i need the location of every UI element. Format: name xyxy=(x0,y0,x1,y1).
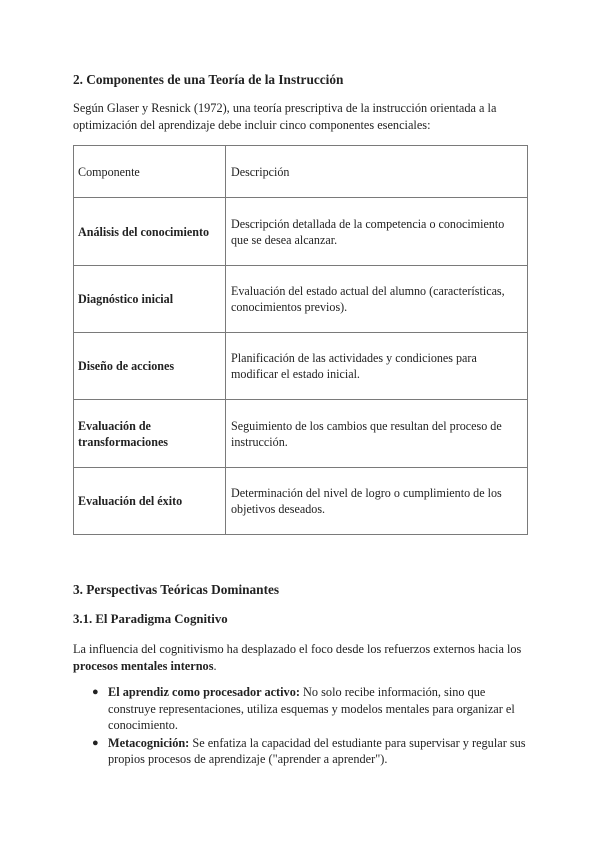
description-cell: Determinación del nivel de logro o cumplimiento de los objetivos deseados. xyxy=(226,468,528,535)
component-cell: Evaluación de transformaciones xyxy=(74,400,226,468)
table-row xyxy=(74,468,528,535)
component-cell: Diseño de acciones xyxy=(74,333,226,400)
section-heading: 2. Componentes de una Teoría de la Instrucción xyxy=(73,72,344,87)
list-item xyxy=(73,735,533,768)
table-header-cell: Descripción xyxy=(226,146,528,198)
table-row xyxy=(74,198,528,266)
bullet-bold-text: Metacognición: xyxy=(108,735,190,750)
description-cell: Evaluación del estado actual del alumno (características, conocimientos previos). xyxy=(226,266,528,333)
subsection-heading: 3.1. El Paradigma Cognitivo xyxy=(73,612,228,626)
description-cell: Seguimiento de los cambios que resultan del proceso de instrucción. xyxy=(226,400,528,468)
bullet-list xyxy=(73,684,533,769)
components-table xyxy=(73,145,528,535)
bullet-icon: ● xyxy=(92,686,99,698)
paragraph-text: La influencia del cognitivismo ha desplazado el foco desde los refuerzos externos hacia los xyxy=(73,642,522,656)
table-header-row xyxy=(74,146,528,198)
bullet-bold-text: El aprendiz como procesador activo: xyxy=(108,685,300,699)
table-row xyxy=(74,400,528,468)
section-heading: 3. Perspectivas Teóricas Dominantes xyxy=(73,582,280,597)
table-header-cell: Componente xyxy=(74,146,226,198)
intro-paragraph: Según Glaser y Resnick (1972), una teoría prescriptiva de la instrucción orientada a la optimización del aprendizaje debe incluir cinco componentes esenciales: xyxy=(73,101,497,132)
component-cell: Evaluación del éxito xyxy=(74,468,226,535)
bullet-icon: ● xyxy=(92,736,99,749)
paragraph-bold-text: procesos mentales internos xyxy=(73,659,214,673)
body-paragraph xyxy=(73,641,533,675)
table-row xyxy=(74,266,528,333)
component-cell: Diagnóstico inicial xyxy=(74,266,226,333)
description-cell: Planificación de las actividades y condiciones para modificar el estado inicial. xyxy=(226,333,528,400)
list-item xyxy=(73,684,533,734)
paragraph-end: . xyxy=(213,659,217,673)
component-cell: Análisis del conocimiento xyxy=(74,198,226,266)
table-row xyxy=(74,333,528,400)
bullet-text: Se enfatiza la capacidad del estudiante para supervisar y regular sus propios procesos de aprendizaje ("aprender a aprender"). xyxy=(108,735,526,766)
description-cell: Descripción detallada de la competencia o conocimiento que se desea alcanzar. xyxy=(226,198,528,266)
bullet-text: No solo recibe información, sino que construye representaciones, utiliza esquemas y modelos mentales para organizar el conocimiento. xyxy=(108,685,515,732)
